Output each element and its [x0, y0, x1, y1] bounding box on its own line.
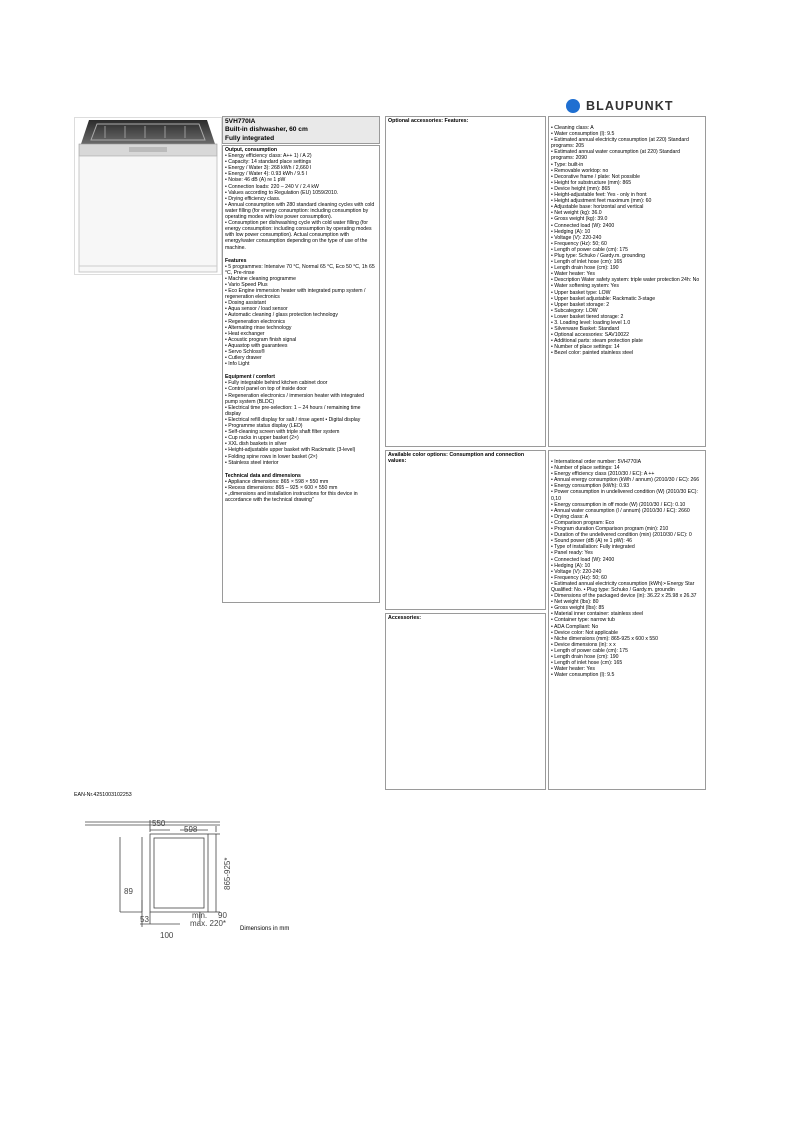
spec-section-heading: Technical data and dimensions — [225, 472, 301, 479]
spec-section-heading: Features — [225, 257, 247, 264]
spec-item: • Automatic cleaning / glass protection technology — [225, 312, 338, 319]
accessories-label: Accessories: — [388, 615, 421, 621]
consumption-value-item: • Frequency (Hz): 50; 60 — [551, 574, 607, 581]
consumption-value-item: • Energy consumption in off mode (W) (2010/30 / EC): 0.10 — [551, 501, 686, 508]
consumption-value-item: • International order number: 5VH770IA — [551, 459, 642, 465]
optional-feature-item: • Type: built-in — [551, 161, 584, 168]
spec-item: • Heat exchanger — [225, 330, 265, 337]
consumption-value-item: • Gross weight (lbs): 85 — [551, 605, 605, 612]
optional-feature-item: • 3. Loading level: loading level 1.0 — [551, 320, 631, 326]
consumption-value-item: • Connected load (W): 2400 — [551, 556, 615, 563]
spec-item: • Fully integrable behind kitchen cabinet door — [225, 380, 328, 387]
optional-feature-item: • Estimated annual water consumption (at 220) Standard programs: 2090 — [551, 149, 680, 162]
consumption-value-item: • Device color: Not applicable — [551, 629, 618, 636]
optional-feature-item: • Estimated annual electricity consumption (at 220) Standard programs: 205 — [551, 137, 689, 150]
consumption-value-item: • Comparison program: Eco — [551, 519, 615, 526]
consumption-value-item: • Niche dimensions (mm): 865-925 x 600 x 550 — [551, 635, 658, 642]
consumption-value-item: • Voltage (V): 220-240 — [551, 568, 602, 575]
spec-item: • Alternating rinse technology — [225, 324, 292, 331]
product-photo — [74, 117, 222, 275]
color-options-label-box — [385, 450, 546, 610]
spec-item: • Appliance dimensions: 865 × 598 × 550 mm — [225, 478, 329, 485]
spec-item: • Aqua sensor / load sensor — [225, 306, 288, 313]
spec-item: • Capacity: 14 standard place settings — [225, 159, 312, 166]
installation-drawing — [80, 812, 280, 942]
optional-feature-item: • Subcategory: LOW — [551, 307, 598, 314]
optional-feature-item: • Description Water safety system: triple water protection 24h: No — [551, 277, 700, 284]
spec-item: • 5 programmes: Intensive 70 °C, Normal 65 °C, Eco 50 °C, 1h 65 °C, Pre-rinse — [225, 263, 375, 276]
optional-feature-item: • Plug type: Schuko / Gardy.m. grounding — [551, 252, 645, 259]
spec-item: • Self-cleaning screen with triple shaft filter system — [225, 429, 340, 436]
consumption-values-list — [548, 450, 706, 790]
consumption-value-item: • Water heater: Yes — [551, 666, 595, 673]
optional-feature-item: • Device height (mm): 865 — [551, 185, 611, 192]
dim-min: min. — [192, 911, 208, 920]
consumption-value-item: • Length drain hose (cm): 190 — [551, 654, 619, 660]
spec-item: • Dosing assistant — [225, 300, 266, 307]
optional-features-list — [548, 116, 706, 447]
optional-feature-item: • Net weight (kg): 36.0 — [551, 210, 602, 217]
spec-item: • Control panel on top of inside door — [225, 386, 307, 393]
consumption-value-item: • Sound power (dB (A) re 1 pW): 46 — [551, 538, 632, 545]
product-description-line2: Fully integrated — [225, 134, 275, 142]
consumption-value-item: • Annual water consumption (l / annum) (2010/30 / EC): 2660 — [551, 507, 690, 514]
optional-feature-item: • Hedging (A): 10 — [551, 228, 591, 235]
optional-feature-item: • Removable worktop: no — [551, 167, 609, 174]
brand-name: BLAUPUNKT — [586, 99, 674, 113]
optional-feature-item: • Upper basket storage: 2 — [551, 301, 610, 308]
optional-feature-item: • Decorative frame / plate: Not possible — [551, 173, 640, 180]
spec-item: • Consumption per dishwashing cycle with cold water filling (for energy consumption: including consumption by operating modes with low power consumption). Actual consumption with energy/water consumption depending on the type of use of the machine. — [225, 220, 372, 251]
accessories-box — [385, 613, 546, 790]
consumption-value-item: • Power consumption in undelivered condition (W) (2010/30 EC): 0,10 — [551, 489, 698, 502]
spec-item: • Info Light — [225, 361, 250, 368]
optional-feature-item: • Gross weight (kg): 39.0 — [551, 216, 608, 223]
dim-89: 89 — [124, 887, 133, 896]
consumption-value-item: • Energy efficiency class (2010/30 / EC): A ++ — [551, 471, 655, 478]
spec-item: • Regeneration electronics / immersion heater with integrated pump system (BLDC) — [225, 392, 364, 405]
spec-section-heading: Equipment / comfort — [225, 374, 275, 381]
spec-item: • Height-adjustable upper basket with Rackmatic (3-level) — [225, 447, 356, 454]
dim-550: 550 — [152, 819, 166, 828]
dishwasher-image — [75, 118, 221, 274]
spec-item: • Recess dimensions: 865 – 925 × 600 × 550 mm — [225, 484, 338, 491]
brand-logo — [566, 97, 674, 115]
consumption-value-item: • Number of place settings: 14 — [551, 465, 620, 472]
optional-feature-item: • Optional accessories: SAV10022 — [551, 332, 629, 339]
spec-item: • Stainless steel interior — [225, 459, 279, 466]
consumption-value-item: • Panel ready: Yes — [551, 550, 593, 557]
spec-item: • Energy / Water 3): 268 kWh / 2,660 l — [225, 165, 312, 172]
optional-feature-item: • Upper basket type: LOW — [551, 289, 611, 296]
spec-item: • Cup racks in upper basket (2×) — [225, 435, 299, 442]
spec-item: • Connection loads: 220 – 240 V / 2.4 kW — [225, 183, 319, 190]
optional-feature-item: • Height-adjustable feet: Yes - only in front — [551, 192, 647, 199]
optional-features-label: Optional accessories: Features: — [388, 118, 469, 124]
optional-feature-item: • Lower basket tiered storage: 2 — [551, 313, 624, 320]
spec-item: • Values according to Regulation (EU) 1059/2010. — [225, 189, 339, 196]
spec-item: • Aquastop with guarantees — [225, 342, 288, 349]
spec-item: • Energy / Water 4): 0.93 kWh / 9.5 l — [225, 171, 307, 178]
optional-feature-item: • Connected load (W): 2400 — [551, 222, 615, 229]
consumption-value-item: • Estimated annual electricity consumption (kWh):• Energy Star Qualified: No. • Plug type: Schuko / Gardy.m. groundin — [551, 580, 695, 593]
optional-feature-item: • Cleaning class: A — [551, 125, 594, 131]
consumption-value-item: • Duration of the undelivered condition (min) (2010/30 / EC): 0 — [551, 532, 692, 539]
optional-feature-item: • Frequency (Hz): 50; 60 — [551, 240, 607, 247]
optional-feature-item: • Water consumption (l): 9.5 — [551, 131, 615, 138]
consumption-value-item: • Material inner container: stainless steel — [551, 611, 644, 618]
consumption-value-item: • Type of installation: Fully integrated — [551, 544, 635, 551]
consumption-value-item: • Annual energy consumption (kWh / annum) (2010/30 / EC): 266 — [551, 477, 700, 484]
brand-logo-icon — [566, 99, 580, 113]
consumption-value-item: • ADA Compliant: No — [551, 623, 599, 630]
spec-item: • Servo Schloss® — [225, 349, 265, 355]
optional-feature-item: • Bezel color: painted stainless steel — [551, 350, 634, 357]
spec-item: • Cutlery drawer — [225, 355, 262, 362]
spec-sections — [222, 145, 380, 603]
spec-item: • Electrical refill display for salt / rinse agent • Digital display — [225, 416, 361, 423]
drawing-caption: Dimensions in mm — [240, 926, 290, 932]
spec-item: • Vario Speed Plus — [225, 281, 268, 288]
spec-item: • Machine cleaning programme — [225, 275, 296, 282]
dim-90: 90 — [218, 911, 227, 920]
consumption-value-item: • Program duration Comparison program (min): 210 — [551, 526, 669, 533]
optional-feature-item: • Height adjustment feet maximum (mm): 60 — [551, 198, 652, 205]
consumption-value-item: • Energy consumption (kWh): 0.93 — [551, 483, 630, 490]
spec-item: • Regeneration electronics — [225, 318, 286, 325]
spec-item: • Acoustic program finish signal — [225, 336, 297, 343]
dim-598: 598 — [184, 825, 198, 834]
optional-feature-item: • Water softening system: Yes — [551, 283, 619, 290]
spec-item: • Noise: 46 dB (A) re 1 pW — [225, 177, 286, 184]
ean-number: EAN-Nr.4251003102253 — [74, 792, 132, 798]
spec-item: • Eco Engine immersion heater with integrated pump system / regeneration electronics — [225, 288, 366, 301]
spec-item: • Drying efficiency class. — [225, 195, 281, 202]
optional-features-label-box — [385, 116, 546, 447]
spec-item: • „dimensions and installation instructions for this device in accordance with the technical drawing" — [225, 490, 358, 504]
consumption-value-item: • Dimensions of the packaged device (in): 36.22 x 25.98 x 26.37 — [551, 593, 697, 600]
spec-item: • Annual consumption with 280 standard cleaning cycles with cold water filling (for energy consumption: including consumption by operating modes with low power consumption). — [225, 201, 375, 221]
optional-feature-item: • Upper basket adjustable: Rackmatic 3-stage — [551, 295, 656, 302]
optional-feature-item: • Additional parts: steam protection plate — [551, 338, 643, 345]
optional-feature-item: • Length of power cable (cm): 175 — [551, 246, 628, 253]
color-options-label: Available color options: Consumption and connection values: — [388, 452, 525, 464]
dim-865: 865-925* — [223, 857, 232, 890]
spec-section-heading: Output, consumption — [225, 147, 277, 153]
consumption-value-item: • Container type: narrow tub — [551, 617, 615, 624]
dim-max: max. 220* — [190, 919, 227, 928]
optional-feature-item: • Adjustable base: horizontal and vertical — [551, 204, 644, 211]
spec-item: • Programme status display (LED) — [225, 423, 303, 430]
consumption-value-item: • Net weight (lbs): 80 — [551, 599, 599, 606]
optional-feature-item: • Height for substructure (mm): 865 — [551, 179, 632, 186]
dim-100: 100 — [160, 931, 174, 940]
spec-item: • XXL dish baskets in silver — [225, 441, 287, 448]
spec-item: • Folding spine rows in lower basket (2×) — [225, 453, 318, 460]
optional-feature-item: • Voltage (V): 220-240 — [551, 234, 602, 241]
optional-feature-item: • Water heater: Yes — [551, 271, 595, 278]
dim-53: 53 — [140, 915, 149, 924]
consumption-value-item: • Length of power cable (cm): 175 — [551, 647, 628, 654]
consumption-value-item: • Length of inlet hose (cm): 165 — [551, 660, 623, 667]
model-number: 5VH770IA — [225, 118, 256, 125]
optional-feature-item: • Silverware Basket: Standard — [551, 326, 620, 333]
product-title-box — [222, 116, 380, 144]
product-description-line1: Built-in dishwasher, 60 cm — [225, 126, 308, 134]
consumption-value-item: • Water consumption (l): 9.5 — [551, 672, 615, 679]
optional-feature-item: • Length of inlet hose (cm): 165 — [551, 259, 623, 266]
spec-item: • Electrical time pre-selection: 1 – 24 hours / remaining time display — [225, 404, 361, 417]
spec-item: • Energy efficiency class: A++ 1) / A 2) — [225, 153, 312, 160]
optional-feature-item: • Length drain hose (cm): 190 — [551, 265, 619, 272]
optional-feature-item: • Number of place settings: 14 — [551, 344, 620, 351]
consumption-value-item: • Drying class: A — [551, 513, 589, 520]
consumption-value-item: • Hedging (A): 10 — [551, 562, 591, 569]
consumption-value-item: • Device dimensions (in): x x — [551, 641, 616, 648]
